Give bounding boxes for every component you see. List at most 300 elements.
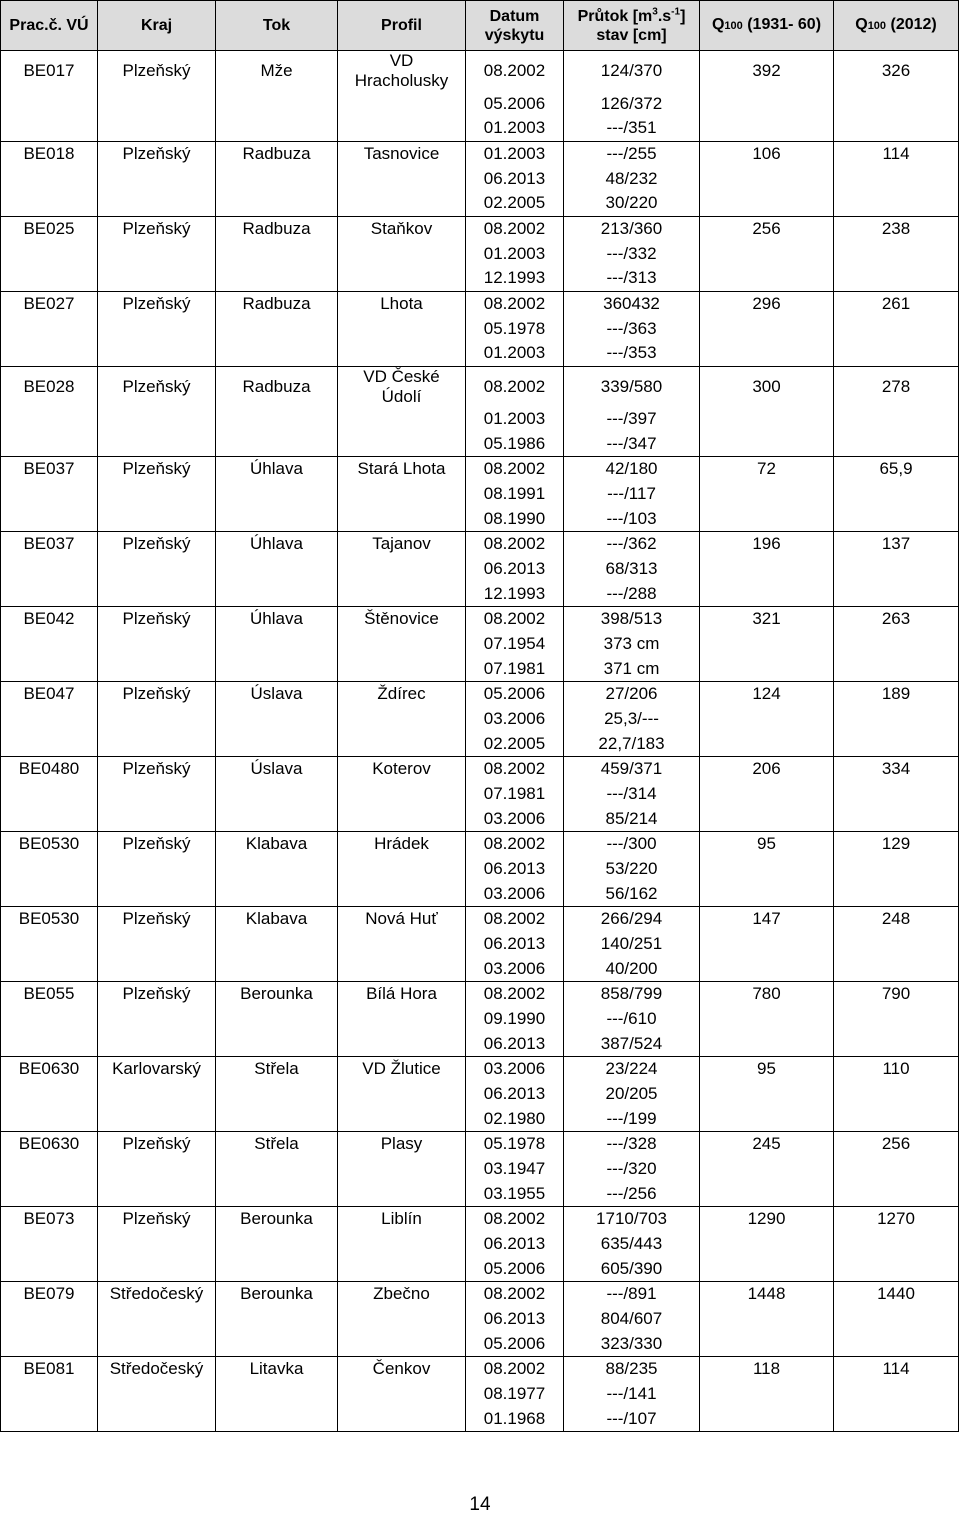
date-cell: 07.1954: [466, 632, 564, 657]
region-cell: [98, 1232, 216, 1257]
river-cell: [216, 707, 338, 732]
profile-cell: [338, 1182, 466, 1207]
discharge-stage-cell: 68/313: [564, 557, 700, 582]
q100-2012-cell: 114: [834, 141, 959, 166]
date-cell: 05.2006: [466, 1332, 564, 1357]
profile-cell: Ždírec: [338, 682, 466, 707]
q100-1931-60-cell: [700, 1032, 834, 1057]
q100-1931-60-cell: [700, 932, 834, 957]
discharge-stage-cell: ---/320: [564, 1157, 700, 1182]
station-id-cell: BE0630: [1, 1057, 98, 1082]
q100-2012-cell: [834, 632, 959, 657]
discharge-stage-cell: 323/330: [564, 1332, 700, 1357]
q100-1931-60-cell: 72: [700, 457, 834, 482]
q100-1931-60-cell: [700, 632, 834, 657]
table-row: [1, 457, 959, 482]
table-row: [1, 407, 959, 432]
profile-cell: Staňkov: [338, 216, 466, 241]
region-cell: [98, 91, 216, 116]
q100-1931-60-cell: [700, 432, 834, 457]
discharge-stage-cell: ---/351: [564, 116, 700, 141]
q100-1931-60-cell: 95: [700, 1057, 834, 1082]
station-id-cell: BE0530: [1, 832, 98, 857]
station-id-cell: BE073: [1, 1207, 98, 1232]
profile-cell: [338, 1107, 466, 1132]
station-id-cell: BE028: [1, 366, 98, 407]
q100-2012-cell: [834, 1032, 959, 1057]
table-row: [1, 341, 959, 366]
q100-1931-60-cell: [700, 316, 834, 341]
station-id-cell: [1, 632, 98, 657]
region-cell: [98, 807, 216, 832]
date-cell: 06.2013: [466, 1232, 564, 1257]
q100-1931-60-cell: [700, 266, 834, 291]
q100-1931-60-cell: 147: [700, 907, 834, 932]
q100-1931-60-cell: 1290: [700, 1207, 834, 1232]
discharge-stage-cell: 635/443: [564, 1232, 700, 1257]
q100-2012-cell: [834, 241, 959, 266]
station-id-cell: [1, 657, 98, 682]
region-cell: [98, 116, 216, 141]
region-cell: [98, 782, 216, 807]
date-cell: 07.1981: [466, 657, 564, 682]
river-cell: [216, 1257, 338, 1282]
q100-2012-cell: [834, 166, 959, 191]
station-id-cell: BE037: [1, 457, 98, 482]
date-cell: 06.2013: [466, 1307, 564, 1332]
discharge-stage-cell: 53/220: [564, 857, 700, 882]
profile-cell: [338, 51, 466, 92]
river-cell: [216, 657, 338, 682]
river-cell: [216, 1032, 338, 1057]
date-cell: 08.2002: [466, 607, 564, 632]
river-cell: [216, 882, 338, 907]
profile-cell: [338, 1332, 466, 1357]
river-cell: Litavka: [216, 1357, 338, 1382]
discharge-stage-cell: 360432: [564, 291, 700, 316]
profile-cell: [338, 1382, 466, 1407]
region-cell: [98, 1157, 216, 1182]
q100-2012-cell: [834, 91, 959, 116]
discharge-stage-cell: ---/363: [564, 316, 700, 341]
river-cell: [216, 1157, 338, 1182]
table-row: [1, 757, 959, 782]
profile-line: VD České: [363, 366, 440, 386]
profile-cell: VD Žlutice: [338, 1057, 466, 1082]
region-cell: Plzeňský: [98, 532, 216, 557]
discharge-stage-cell: 266/294: [564, 907, 700, 932]
header-prutok: Průtok $[m^3.s^{-1}]$ stav [cm]: [564, 1, 700, 51]
q100-2012-cell: 263: [834, 607, 959, 632]
q100-2012-cell: [834, 557, 959, 582]
profile-cell: [338, 1032, 466, 1057]
table-row: [1, 166, 959, 191]
table-row: [1, 632, 959, 657]
profile-cell: Stará Lhota: [338, 457, 466, 482]
q100-2012-cell: [834, 341, 959, 366]
discharge-stage-cell: 40/200: [564, 957, 700, 982]
station-id-cell: BE027: [1, 291, 98, 316]
station-id-cell: BE037: [1, 532, 98, 557]
station-id-cell: [1, 116, 98, 141]
q100-2012-cell: 238: [834, 216, 959, 241]
region-cell: [98, 191, 216, 216]
table-row: [1, 832, 959, 857]
discharge-stage-cell: ---/199: [564, 1107, 700, 1132]
q100-2012-cell: [834, 782, 959, 807]
region-cell: [98, 507, 216, 532]
profile-cell: Čenkov: [338, 1357, 466, 1382]
discharge-stage-cell: 42/180: [564, 457, 700, 482]
table-row: [1, 291, 959, 316]
header-datum: Datum výskytu: [466, 1, 564, 51]
discharge-stage-cell: ---/314: [564, 782, 700, 807]
q100-2012-cell: [834, 1307, 959, 1332]
profile-line: Hracholusky: [354, 71, 449, 90]
profile-cell: [338, 707, 466, 732]
q100-1931-60-cell: [700, 882, 834, 907]
river-cell: [216, 632, 338, 657]
river-cell: [216, 316, 338, 341]
profile-cell: [338, 366, 466, 407]
date-cell: 08.1991: [466, 482, 564, 507]
table-row: [1, 141, 959, 166]
profile-cell: [338, 1007, 466, 1032]
station-id-cell: BE055: [1, 982, 98, 1007]
q100-2012-cell: [834, 407, 959, 432]
station-id-cell: [1, 1107, 98, 1132]
station-id-cell: [1, 1382, 98, 1407]
profile-cell: [338, 166, 466, 191]
table-row: [1, 907, 959, 932]
region-cell: [98, 1257, 216, 1282]
date-cell: 03.1955: [466, 1182, 564, 1207]
river-cell: [216, 557, 338, 582]
table-row: [1, 1057, 959, 1082]
q100-1931-60-cell: [700, 116, 834, 141]
region-cell: [98, 1082, 216, 1107]
q100-2012-cell: 189: [834, 682, 959, 707]
river-cell: Radbuza: [216, 141, 338, 166]
discharge-stage-cell: ---/891: [564, 1282, 700, 1307]
table-row: [1, 607, 959, 632]
date-cell: 06.2013: [466, 557, 564, 582]
discharge-stage-cell: ---/141: [564, 1382, 700, 1407]
q100-1931-60-cell: [700, 1332, 834, 1357]
discharge-stage-cell: 23/224: [564, 1057, 700, 1082]
table-row: [1, 316, 959, 341]
q100-1931-60-cell: [700, 557, 834, 582]
discharge-stage-cell: 27/206: [564, 682, 700, 707]
river-cell: Střela: [216, 1057, 338, 1082]
q100-1931-60-cell: [700, 707, 834, 732]
table-row: [1, 557, 959, 582]
station-id-cell: [1, 957, 98, 982]
table-row: [1, 957, 959, 982]
river-cell: [216, 1382, 338, 1407]
region-cell: [98, 932, 216, 957]
region-cell: [98, 657, 216, 682]
region-cell: [98, 1407, 216, 1432]
q100-1931-60-cell: [700, 957, 834, 982]
profile-cell: [338, 407, 466, 432]
q100-2012-cell: 1270: [834, 1207, 959, 1232]
q100-2012-cell: [834, 857, 959, 882]
q100-2012-cell: [834, 1182, 959, 1207]
table-row: [1, 1257, 959, 1282]
profile-cell: Nová Huť: [338, 907, 466, 932]
table-row: [1, 1082, 959, 1107]
station-id-cell: BE017: [1, 51, 98, 92]
region-cell: [98, 1007, 216, 1032]
station-id-cell: [1, 932, 98, 957]
river-cell: [216, 1182, 338, 1207]
date-cell: 08.1990: [466, 507, 564, 532]
profile-cell: [338, 116, 466, 141]
profile-cell: Lhota: [338, 291, 466, 316]
q100-1931-60-cell: [700, 507, 834, 532]
q100-1931-60-cell: 296: [700, 291, 834, 316]
date-cell: 01.2003: [466, 341, 564, 366]
q100-1931-60-cell: 124: [700, 682, 834, 707]
station-id-cell: BE018: [1, 141, 98, 166]
q100-1931-60-cell: [700, 241, 834, 266]
river-cell: Střela: [216, 1132, 338, 1157]
profile-cell: [338, 507, 466, 532]
table-row: [1, 882, 959, 907]
profile-cell: [338, 857, 466, 882]
date-cell: 08.2002: [466, 1357, 564, 1382]
discharge-stage-cell: 387/524: [564, 1032, 700, 1057]
date-cell: 06.2013: [466, 1082, 564, 1107]
discharge-stage-cell: 25,3/---: [564, 707, 700, 732]
station-id-cell: [1, 857, 98, 882]
river-cell: [216, 1107, 338, 1132]
discharge-stage-cell: 20/205: [564, 1082, 700, 1107]
q100-1931-60-cell: [700, 1232, 834, 1257]
date-cell: 01.2003: [466, 141, 564, 166]
date-cell: 03.2006: [466, 707, 564, 732]
river-cell: [216, 266, 338, 291]
date-cell: 03.2006: [466, 957, 564, 982]
region-cell: Středočeský: [98, 1282, 216, 1307]
discharge-stage-cell: 22,7/183: [564, 732, 700, 757]
region-cell: Plzeňský: [98, 291, 216, 316]
profile-line: VD: [389, 51, 414, 70]
q100-1931-60-cell: [700, 1107, 834, 1132]
river-cell: Klabava: [216, 832, 338, 857]
river-cell: [216, 407, 338, 432]
river-cell: [216, 782, 338, 807]
table-row: [1, 1107, 959, 1132]
discharge-stage-cell: 398/513: [564, 607, 700, 632]
region-cell: [98, 432, 216, 457]
region-cell: Plzeňský: [98, 216, 216, 241]
discharge-stage-cell: ---/255: [564, 141, 700, 166]
header-kraj: Kraj: [98, 1, 216, 51]
table-row: [1, 1032, 959, 1057]
profile-cell: Tasnovice: [338, 141, 466, 166]
station-id-cell: [1, 1407, 98, 1432]
region-cell: [98, 857, 216, 882]
profile-cell: Bílá Hora: [338, 982, 466, 1007]
q100-1931-60-cell: [700, 91, 834, 116]
date-cell: 02.2005: [466, 732, 564, 757]
q100-2012-cell: 256: [834, 1132, 959, 1157]
q100-2012-cell: 129: [834, 832, 959, 857]
table-row: [1, 1157, 959, 1182]
region-cell: [98, 957, 216, 982]
table-row: [1, 1182, 959, 1207]
river-cell: [216, 482, 338, 507]
q100-1931-60-cell: 245: [700, 1132, 834, 1157]
date-cell: 09.1990: [466, 1007, 564, 1032]
discharge-stage-cell: ---/328: [564, 1132, 700, 1157]
date-cell: 05.1986: [466, 432, 564, 457]
region-cell: Plzeňský: [98, 907, 216, 932]
station-id-cell: [1, 732, 98, 757]
profile-cell: [338, 191, 466, 216]
header-tok: Tok: [216, 1, 338, 51]
profile-cell: [338, 432, 466, 457]
river-cell: [216, 241, 338, 266]
q100-2012-cell: [834, 507, 959, 532]
region-cell: [98, 732, 216, 757]
date-cell: 03.2006: [466, 882, 564, 907]
table-row: [1, 932, 959, 957]
table-row: [1, 266, 959, 291]
q100-1931-60-cell: 300: [700, 366, 834, 407]
q100-1931-60-cell: [700, 166, 834, 191]
header-q100-1931: Q100 (1931- 60): [700, 1, 834, 51]
date-cell: 02.1980: [466, 1107, 564, 1132]
river-cell: Úhlava: [216, 532, 338, 557]
profile-cell: Plasy: [338, 1132, 466, 1157]
station-id-cell: [1, 266, 98, 291]
river-cell: Mže: [216, 51, 338, 92]
station-id-cell: [1, 782, 98, 807]
river-cell: Berounka: [216, 1207, 338, 1232]
river-cell: [216, 932, 338, 957]
river-cell: Radbuza: [216, 366, 338, 407]
date-cell: 07.1981: [466, 782, 564, 807]
discharge-stage-cell: 459/371: [564, 757, 700, 782]
table-row: [1, 732, 959, 757]
region-cell: Plzeňský: [98, 607, 216, 632]
station-id-cell: BE0530: [1, 907, 98, 932]
date-cell: 08.2002: [466, 907, 564, 932]
region-cell: [98, 407, 216, 432]
q100-1931-60-cell: [700, 482, 834, 507]
discharge-stage-cell: ---/610: [564, 1007, 700, 1032]
river-cell: [216, 857, 338, 882]
station-id-cell: BE0480: [1, 757, 98, 782]
region-cell: [98, 482, 216, 507]
table-row: [1, 1132, 959, 1157]
river-cell: [216, 116, 338, 141]
q100-1931-60-cell: [700, 1082, 834, 1107]
station-id-cell: [1, 1007, 98, 1032]
river-cell: Úslava: [216, 682, 338, 707]
table-row: [1, 432, 959, 457]
river-cell: [216, 91, 338, 116]
station-id-cell: [1, 1082, 98, 1107]
region-cell: Středočeský: [98, 1357, 216, 1382]
station-id-cell: [1, 432, 98, 457]
date-cell: 02.2005: [466, 191, 564, 216]
river-cell: Úhlava: [216, 457, 338, 482]
profile-cell: Zbečno: [338, 1282, 466, 1307]
q100-1931-60-cell: 1448: [700, 1282, 834, 1307]
discharge-stage-cell: ---/353: [564, 341, 700, 366]
profile-cell: [338, 782, 466, 807]
region-cell: Plzeňský: [98, 682, 216, 707]
q100-1931-60-cell: [700, 807, 834, 832]
station-id-cell: [1, 1157, 98, 1182]
q100-1931-60-cell: [700, 1407, 834, 1432]
station-id-cell: [1, 241, 98, 266]
table-row: [1, 982, 959, 1007]
river-cell: [216, 957, 338, 982]
region-cell: [98, 1382, 216, 1407]
profile-cell: Hrádek: [338, 832, 466, 857]
table-row: [1, 782, 959, 807]
date-cell: 12.1993: [466, 266, 564, 291]
table-row: [1, 1332, 959, 1357]
table-row: [1, 1232, 959, 1257]
region-cell: [98, 1032, 216, 1057]
region-cell: Plzeňský: [98, 1207, 216, 1232]
profile-cell: Tajanov: [338, 532, 466, 557]
q100-2012-cell: [834, 266, 959, 291]
date-cell: 03.2006: [466, 807, 564, 832]
q100-1931-60-cell: [700, 1007, 834, 1032]
river-cell: [216, 507, 338, 532]
station-id-cell: BE047: [1, 682, 98, 707]
region-cell: Plzeňský: [98, 366, 216, 407]
discharge-stage-cell: 126/372: [564, 91, 700, 116]
date-cell: 01.2003: [466, 116, 564, 141]
q100-2012-cell: 334: [834, 757, 959, 782]
table-row: [1, 532, 959, 557]
discharge-stage-cell: 48/232: [564, 166, 700, 191]
discharge-stage-cell: ---/362: [564, 532, 700, 557]
discharge-stage-cell: 140/251: [564, 932, 700, 957]
discharge-stage-cell: 858/799: [564, 982, 700, 1007]
discharge-stage-cell: ---/347: [564, 432, 700, 457]
q100-2012-cell: [834, 1232, 959, 1257]
discharge-stage-cell: 1710/703: [564, 1207, 700, 1232]
q100-2012-cell: [834, 882, 959, 907]
table-row: [1, 807, 959, 832]
region-cell: Plzeňský: [98, 457, 216, 482]
river-cell: Klabava: [216, 907, 338, 932]
station-id-cell: [1, 707, 98, 732]
table-row: [1, 216, 959, 241]
station-id-cell: [1, 507, 98, 532]
q100-2012-cell: 790: [834, 982, 959, 1007]
profile-line: Údolí: [381, 386, 422, 406]
profile-cell: Liblín: [338, 1207, 466, 1232]
q100-2012-cell: [834, 1007, 959, 1032]
region-cell: [98, 166, 216, 191]
region-cell: [98, 1107, 216, 1132]
table-row: [1, 507, 959, 532]
date-cell: 05.2006: [466, 91, 564, 116]
discharge-stage-cell: 56/162: [564, 882, 700, 907]
table-row: [1, 91, 959, 116]
table-row: [1, 857, 959, 882]
